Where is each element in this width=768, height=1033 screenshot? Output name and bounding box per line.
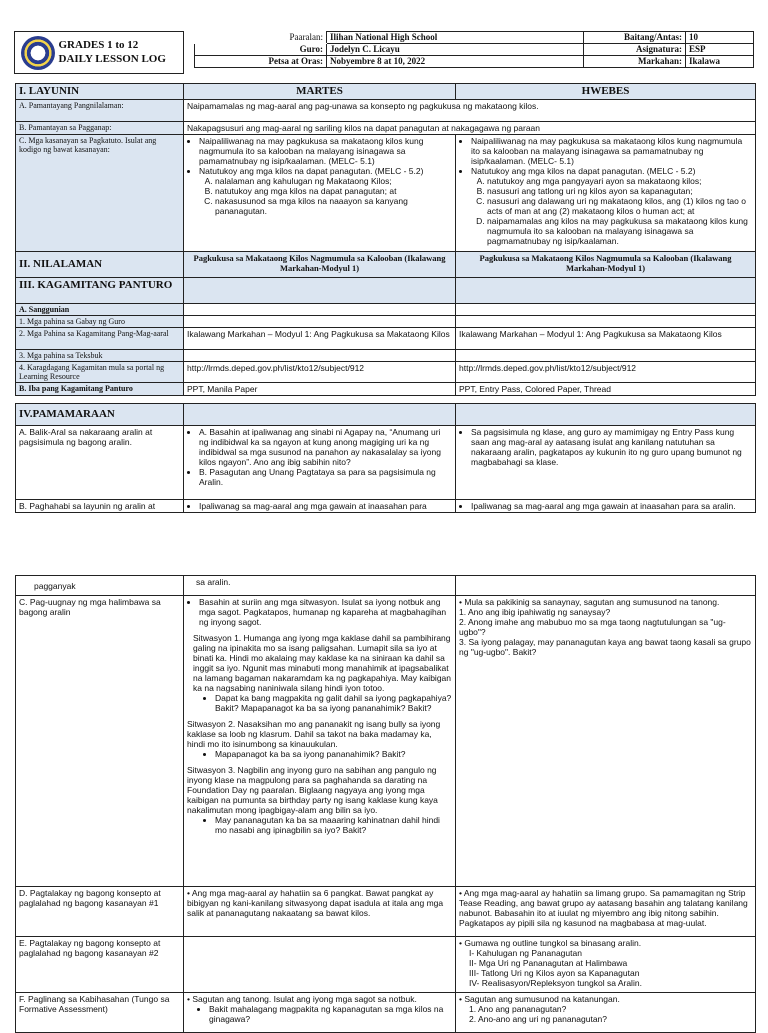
pag-uugnay-martes xyxy=(184,596,456,887)
list-item: • Naipaliliwanag na may pagkukusa sa makataong kilos kung nagmumula ito sa kalooban na malayang isinagawa sa pamamatnubay ng isip/kaalaman. (MELC- 5.1) xyxy=(199,136,452,166)
lesson-table-page1 xyxy=(15,83,756,513)
row-label-pagganyak: pagganyak xyxy=(16,576,184,596)
list-item: • May pananagutan ka ba sa maaaring kahinatnan dahil hindi mo nasabi ang ipinagbilin sa iyo? Bakit? xyxy=(215,815,452,835)
baitang-value: 10 xyxy=(686,32,754,44)
section-layunin: I. LAYUNIN xyxy=(16,84,184,100)
list-item: C. nakasusunod sa mga kilos na naaayon sa kanyang pananagutan. xyxy=(215,196,452,216)
row-label-paghahabi: B. Paghahabi sa layunin ng aralin at xyxy=(16,500,184,513)
pagtalakay-1-hwebes: • Ang mga mag-aaral ay hahatiin sa limang grupo. Sa pamamagitan ng Strip Tease Reading, ang bawat grupo ay aatasang basahin ang talatang kanilang nabunot. Babasahin ito at iuulat ng miyembro ang ibig nitong sabihin. Pagkatapos ay pipili sila ng kasunod na magbabasa at mag-uulat. xyxy=(456,887,756,937)
guro-value: Jodelyn C. Licayu xyxy=(327,44,584,56)
deped-seal-logo xyxy=(21,36,55,70)
paglinang-hwebes: • Sagutan ang sumusunod na katanungan. 1. Ano ang pananagutan? 2. Ano-ano ang uri ng pananagutan? xyxy=(456,993,756,1033)
row-label-pamantayang-pangnilalaman: A. Pamantayang Pangnilalaman: xyxy=(16,100,184,122)
list-item: A. natutukoy ang mga pangyayari ayon sa makataong kilos; xyxy=(487,176,752,186)
learning-resource-martes-link[interactable]: http://lrmds.deped.gov.ph/list/kto12/subject/912 xyxy=(184,362,456,383)
petsa-value: Nobyembre 8 at 10, 2022 xyxy=(327,56,584,68)
row-label-pagtalakay-2: E. Pagtalakay ng bagong konsepto at paglalahad ng bagong kasanayan #2 xyxy=(16,937,184,993)
row-label-paglinang: F. Paglinang sa Kabihasahan (Tungo sa Formative Assessment) xyxy=(16,993,184,1033)
row-label-kasanayan: C. Mga kasanayan sa Pagkatuto. Isulat ang kodigo ng bawat kasanayan: xyxy=(16,135,184,252)
list-item: A. nalalaman ang kahulugan ng Makataong Kilos; xyxy=(215,176,452,186)
lesson-table-page2 xyxy=(15,575,756,1033)
paaralan-label: Paaralan: xyxy=(195,32,327,44)
list-item: C. nasusuri ang dalawang uri ng makataong kilos, ang (1) kilos ng tao o acts of man at ang (2) makataong kilos o human act; at xyxy=(487,196,752,216)
row-label-gabay-guro: 1. Mga pahina sa Gabay ng Guro xyxy=(16,316,184,328)
asignatura-value: ESP xyxy=(686,44,754,56)
sitwasyon-2: Sitwasyon 2. Nasaksihan mo ang pananakit ng isang bully sa iyong kaklase sa loob ng klasrum. Dahil sa takot na baka madamay ka, hindi mo ito isinumbong sa kinauukulan. xyxy=(187,719,441,749)
list-item: • Naipaliliwanag na may pagkukusa sa makataong kilos kung nagmumula ito sa kalooban na malayang isinagawa sa pamamatnubay ng isip/kaalaman. (MELC- 5.1) xyxy=(471,136,752,166)
list-item: • Bakit mahalagang magpakita ng kapanagutan sa mga kilos na ginagawa? xyxy=(209,1004,452,1024)
markahan-value: Ikalawa xyxy=(686,56,754,68)
nilalaman-martes: Pagkukusa sa Makataong Kilos Nagmumula sa Kalooban (Ikalawang Markahan-Modyul 1) xyxy=(184,252,456,278)
row-label-pamantayan-pagganap: B. Pamantayan sa Pagganap: xyxy=(16,122,184,135)
pamantayan-pagganap-value: Nakapagsusuri ang mag-aaral ng sariling kilos na dapat panagutan at nakagagawa ng paraan xyxy=(184,122,756,135)
list-item: • B. Pasagutan ang Unang Pagtataya sa para sa pagsisimula ng Aralin. xyxy=(199,467,452,487)
header-block xyxy=(14,31,754,75)
iba-pang-kagamitan-hwebes: PPT, Entry Pass, Colored Paper, Thread xyxy=(456,383,756,396)
paglinang-martes: • Sagutan ang tanong. Isulat ang iyong mga sagot sa notbuk. • Bakit mahalagang magpakita ng kapanagutan sa mga kilos na ginagawa? xyxy=(184,993,456,1033)
paghahabi-hwebes: • Ipaliwanag sa mag-aaral ang mga gawain at inaasahan para sa aralin. xyxy=(456,500,756,513)
sitwasyon-3: Sitwasyon 3. Nagbilin ang inyong guro na sabihan ang pangulo ng inyong klase na magpulong para sa paghahanda sa darating na Foundation Day ng paaralan. Biglaang nagyaya ang iyong mga kaibigan na pumunta sa birthday party ng isang kaklase kung kaya nakalimutan mong ipagbigay-alam ang bilin sa iyo. xyxy=(187,765,438,815)
list-item: • Natutukoy ang mga kilos na dapat panagutan. (MELC - 5.2) A. natutukoy ang mga pangyayari ayon sa makataong kilos; B. nasusuri ang tatlong uri ng kilos ayon sa kapanagutan; C. nasusuri ang dalawang uri ng makataong kilos, ang (1) kilos ng tao o acts of man at ang (2) makataong kilos o human act; at D. naipamamalas ang kilos na may pagkukusa sa makataong kilos kung nagmumula ito sa kalooban na malayang isinagawa sa pagmamatnubay ng isip/kaalaman. xyxy=(471,166,752,246)
form-title-line2: DAILY LESSON LOG xyxy=(58,52,166,65)
kagamitang-mag-aaral-martes: Ikalawang Markahan – Modyul 1: Ang Pagkukusa sa Makataong Kilos xyxy=(184,328,456,350)
learning-resource-hwebes-link[interactable]: http://lrmds.deped.gov.ph/list/kto12/subject/912 xyxy=(456,362,756,383)
col-hwebes: HWEBES xyxy=(456,84,756,100)
row-label-pagtalakay-1: D. Pagtalakay ng bagong konsepto at paglalahad ng bagong kasanayan #1 xyxy=(16,887,184,937)
list-item: • Sa pagsisimula ng klase, ang guro ay mamimigay ng Entry Pass kung saan ang mag-aral ay aatasang isulat ang kanilang natutuhan sa nakaraang aralin, pagkatapos ay kukunin ito ng guro upang bumunot ng magbabahagi sa klase. xyxy=(471,427,752,467)
list-item: B. natutukoy ang mga kilos na dapat panagutan; at xyxy=(215,186,452,196)
row-label-learning-resource: 4. Karagdagang Kagamitan mula sa portal ng Learning Resource xyxy=(16,362,184,383)
form-title-line1: GRADES 1 to 12 xyxy=(58,38,139,51)
pagtalakay-2-hwebes: • Gumawa ng outline tungkol sa binasang aralin. I- Kahulugan ng Pananagutan II- Mga Uri ng Pananagutan at Halimbawa III- Tatlong Uri ng Kilos ayon sa Kapanagutan IV- Realisasyon/Repleksyon tungkol sa Aralin. xyxy=(456,937,756,993)
list-item: • A. Basahin at ipaliwanag ang sinabi ni Agapay na, “Anumang uri ng indibidwal ka sa ngayon at kung anong magiging uri ka ng indibidwal sa mga susunod na panahon ay nakasalalay sa iyong kilos ngayon”. Ano ang ibig sabihin nito? xyxy=(199,427,452,467)
asignatura-label: Asignatura: xyxy=(584,44,686,56)
pag-uugnay-hwebes: • Mula sa pakikinig sa sanaynay, sagutan ang sumusunod na tanong. 1. Ano ang ibig ipahiwatig ng sanaysay? 2. Anong imahe ang mabubuo mo sa mga taong nagtutulungan sa "ug-ugbo"? 3. Sa iyong palagay, may pananagutan kaya ang bawat taong kasali sa grupo ng "ug-ugbo". Bakit? xyxy=(456,596,756,887)
section-pamamaraan: IV.PAMAMARAAN xyxy=(16,404,184,426)
list-item: • Mapapanagot ka ba sa iyong pananahimik? Bakit? xyxy=(215,749,452,759)
list-item: D. naipamamalas ang kilos na may pagkukusa sa makataong kilos kung nagmumula ito sa kalooban na malayang isinagawa sa pagmamatnubay ng isip/kaalaman. xyxy=(487,216,752,246)
list-item: • Basahin at suriin ang mga sitwasyon. Isulat sa iyong notbuk ang mga sagot. Pagkatapos, humanap ng kapareha at magbahagihan ng inyong sagot. xyxy=(199,597,452,627)
kasanayan-hwebes xyxy=(456,135,756,252)
list-item: • Dapat ka bang magpakita ng galit dahil sa iyong pagkapahiya? Bakit? Mapapanagot ka ba sa iyong pananahimik? Bakit? xyxy=(215,693,452,713)
row-label-iba-pang-kagamitan: B. Iba pang Kagamitang Panturo xyxy=(16,383,184,396)
list-item: B. nasusuri ang tatlong uri ng kilos ayon sa kapanagutan; xyxy=(487,186,752,196)
row-label-balik-aral: A. Balik-Aral sa nakaraang aralin at pagsisimula ng bagong aralin. xyxy=(16,426,184,500)
row-label-sanggunian: A. Sanggunian xyxy=(16,304,184,316)
row-label-pag-uugnay: C. Pag-uugnay ng mga halimbawa sa bagong aralin xyxy=(16,596,184,887)
paaralan-value: Ilihan National High School xyxy=(327,32,584,44)
section-nilalaman: II. NILALAMAN xyxy=(16,252,184,278)
row-label-teksbuk: 3. Mga pahina sa Teksbuk xyxy=(16,350,184,362)
list-item: • Natutukoy ang mga kilos na dapat panagutan. (MELC - 5.2) A. nalalaman ang kahulugan ng Makataong Kilos; B. natutukoy ang mga kilos na dapat panagutan; at C. nakasusunod sa mga kilos na naaayon sa kanyang pananagutan. xyxy=(199,166,452,216)
pagganyak-martes: sa aralin. xyxy=(184,576,456,596)
pagtalakay-1-martes: • Ang mga mag-aaral ay hahatiin sa 6 pangkat. Bawat pangkat ay bibigyan ng kani-kanilang sitwasyong dapat isadula at itala ang mga salik at pananagutang nakaatang sa bawat kilos. xyxy=(184,887,456,937)
markahan-label: Markahan: xyxy=(584,56,686,68)
baitang-label: Baitang/Antas: xyxy=(584,32,686,44)
kagamitang-mag-aaral-hwebes: Ikalawang Markahan – Modyul 1: Ang Pagkukusa sa Makataong Kilos xyxy=(456,328,756,350)
sitwasyon-1: Sitwasyon 1. Humanga ang iyong mga kaklase dahil sa pambihirang galing na ipinakita mo sa isang paligsahan. Lumapit sila sa iyo at binati ka. Hindi mo akalaing may kaklase ka na siniraan ka dahil sa inggit sa iyo. Ngunit mas minabuti mong manahimik at ipagsabalikat na lamang bagaman nakaramdam ka ng pagkapahiya. May kaibigan ka na nagsabing naniniwala silang hindi iyon totoo. xyxy=(193,633,451,693)
row-label-kagamitang-mag-aaral: 2. Mga Pahina sa Kagamitang Pang-Mag-aaral xyxy=(16,328,184,350)
paghahabi-martes: • Ipaliwanag sa mag-aaral ang mga gawain at inaasahan para xyxy=(184,500,456,513)
petsa-label: Petsa at Oras: xyxy=(195,56,327,68)
balik-aral-hwebes xyxy=(456,426,756,500)
balik-aral-martes xyxy=(184,426,456,500)
pamantayang-pangnilalaman-value: Naipamamalas ng mag-aaral ang pag-unawa sa konsepto ng pagkukusa ng makataong kilos. xyxy=(184,100,756,122)
section-kagamitang-panturo: III. KAGAMITANG PANTURO xyxy=(16,278,184,304)
kasanayan-martes xyxy=(184,135,456,252)
nilalaman-hwebes: Pagkukusa sa Makataong Kilos Nagmumula sa Kalooban (Ikalawang Markahan-Modyul 1) xyxy=(456,252,756,278)
guro-label: Guro: xyxy=(195,44,327,56)
col-martes: MARTES xyxy=(184,84,456,100)
iba-pang-kagamitan-martes: PPT, Manila Paper xyxy=(184,383,456,396)
